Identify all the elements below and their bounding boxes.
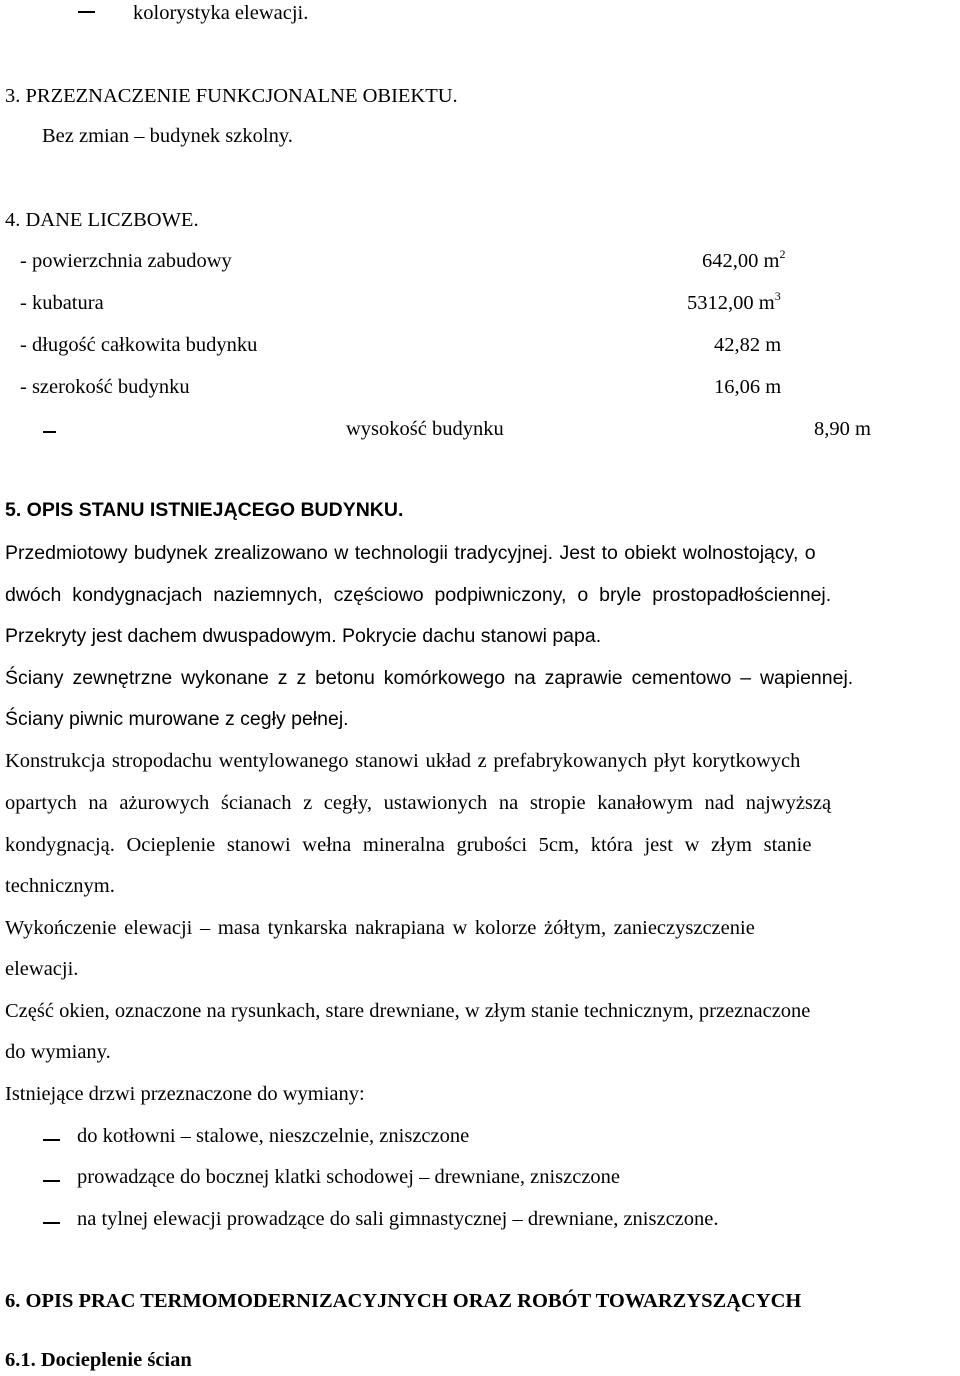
section-4-heading: 4. DANE LICZBOWE.	[5, 209, 199, 231]
section-5-heading: 5. OPIS STANU ISTNIEJĄCEGO BUDYNKU.	[5, 499, 404, 521]
bullet-dash-icon	[43, 1222, 60, 1224]
paragraph-line: Ściany zewnętrzne wykonane z z betonu komórkowego na zaprawie cementowo – wapiennej.	[5, 667, 854, 689]
list-item: na tylnej elewacji prowadzące do sali gimnastycznej – drewniane, zniszczone.	[77, 1208, 719, 1230]
section-3-heading: 3. PRZEZNACZENIE FUNKCJONALNE OBIEKTU.	[5, 85, 458, 107]
data-row-label: - szerokość budynku	[20, 376, 190, 398]
top-list-item: kolorystyka elewacji.	[133, 2, 309, 24]
paragraph-line: kondygnacją. Ocieplenie stanowi wełna mineralna grubości 5cm, która jest w złym stanie	[5, 834, 812, 856]
data-row-value: 8,90 m	[814, 418, 871, 440]
paragraph-line: opartych na ażurowych ścianach z cegły, ustawionych na stropie kanałowym nad najwyższą	[5, 792, 832, 814]
paragraph-line: elewacji.	[5, 958, 79, 980]
data-row-label: - długość całkowita budynku	[20, 334, 258, 356]
data-row-value: 42,82 m	[714, 334, 782, 356]
section-3-text: Bez zmian – budynek szkolny.	[42, 125, 293, 147]
paragraph-line: Wykończenie elewacji – masa tynkarska nakrapiana w kolorze żółtym, zanieczyszczenie	[5, 917, 755, 939]
bullet-dash-icon	[43, 1180, 60, 1182]
list-item: prowadzące do bocznej klatki schodowej – drewniane, zniszczone	[77, 1166, 621, 1188]
data-row-value: 5312,00 $m^3$	[687, 289, 781, 314]
data-row-value: 642,00 $m^2$	[702, 247, 786, 272]
paragraph-line: Część okien, oznaczone na rysunkach, stare drewniane, w złym stanie technicznym, przeznaczone	[5, 1000, 811, 1022]
data-row-label: wysokość budynku	[346, 418, 504, 440]
paragraph-line: Przedmiotowy budynek zrealizowano w technologii tradycyjnej. Jest to obiekt wolnostojący, o	[5, 542, 816, 564]
bullet-dash-icon	[78, 11, 95, 13]
doors-intro: Istniejące drzwi przeznaczone do wymiany:	[5, 1083, 365, 1105]
data-row-label: - kubatura	[20, 292, 104, 314]
section-6-1-heading: 6.1. Docieplenie ścian	[5, 1349, 192, 1371]
paragraph-line: dwóch kondygnacjach naziemnych, częściowo podpiwniczony, o bryle prostopadłościennej.	[5, 584, 832, 606]
paragraph-line: do wymiany.	[5, 1041, 111, 1063]
list-item: do kotłowni – stalowe, nieszczelnie, zniszczone	[77, 1125, 470, 1147]
bullet-dash-icon	[43, 431, 56, 433]
section-6-heading: 6. OPIS PRAC TERMOMODERNIZACYJNYCH ORAZ ROBÓT TOWARZYSZĄCYCH	[5, 1290, 802, 1312]
paragraph-line: Przekryty jest dachem dwuspadowym. Pokrycie dachu stanowi papa.	[5, 625, 602, 647]
paragraph-line: Konstrukcja stropodachu wentylowanego stanowi układ z prefabrykowanych płyt korytkowych	[5, 750, 801, 772]
bullet-dash-icon	[43, 1139, 60, 1141]
data-row-value: 16,06 m	[714, 376, 782, 398]
data-row-label: - powierzchnia zabudowy	[20, 250, 232, 272]
paragraph-line: Ściany piwnic murowane z cegły pełnej.	[5, 708, 349, 730]
paragraph-line: technicznym.	[5, 875, 115, 897]
